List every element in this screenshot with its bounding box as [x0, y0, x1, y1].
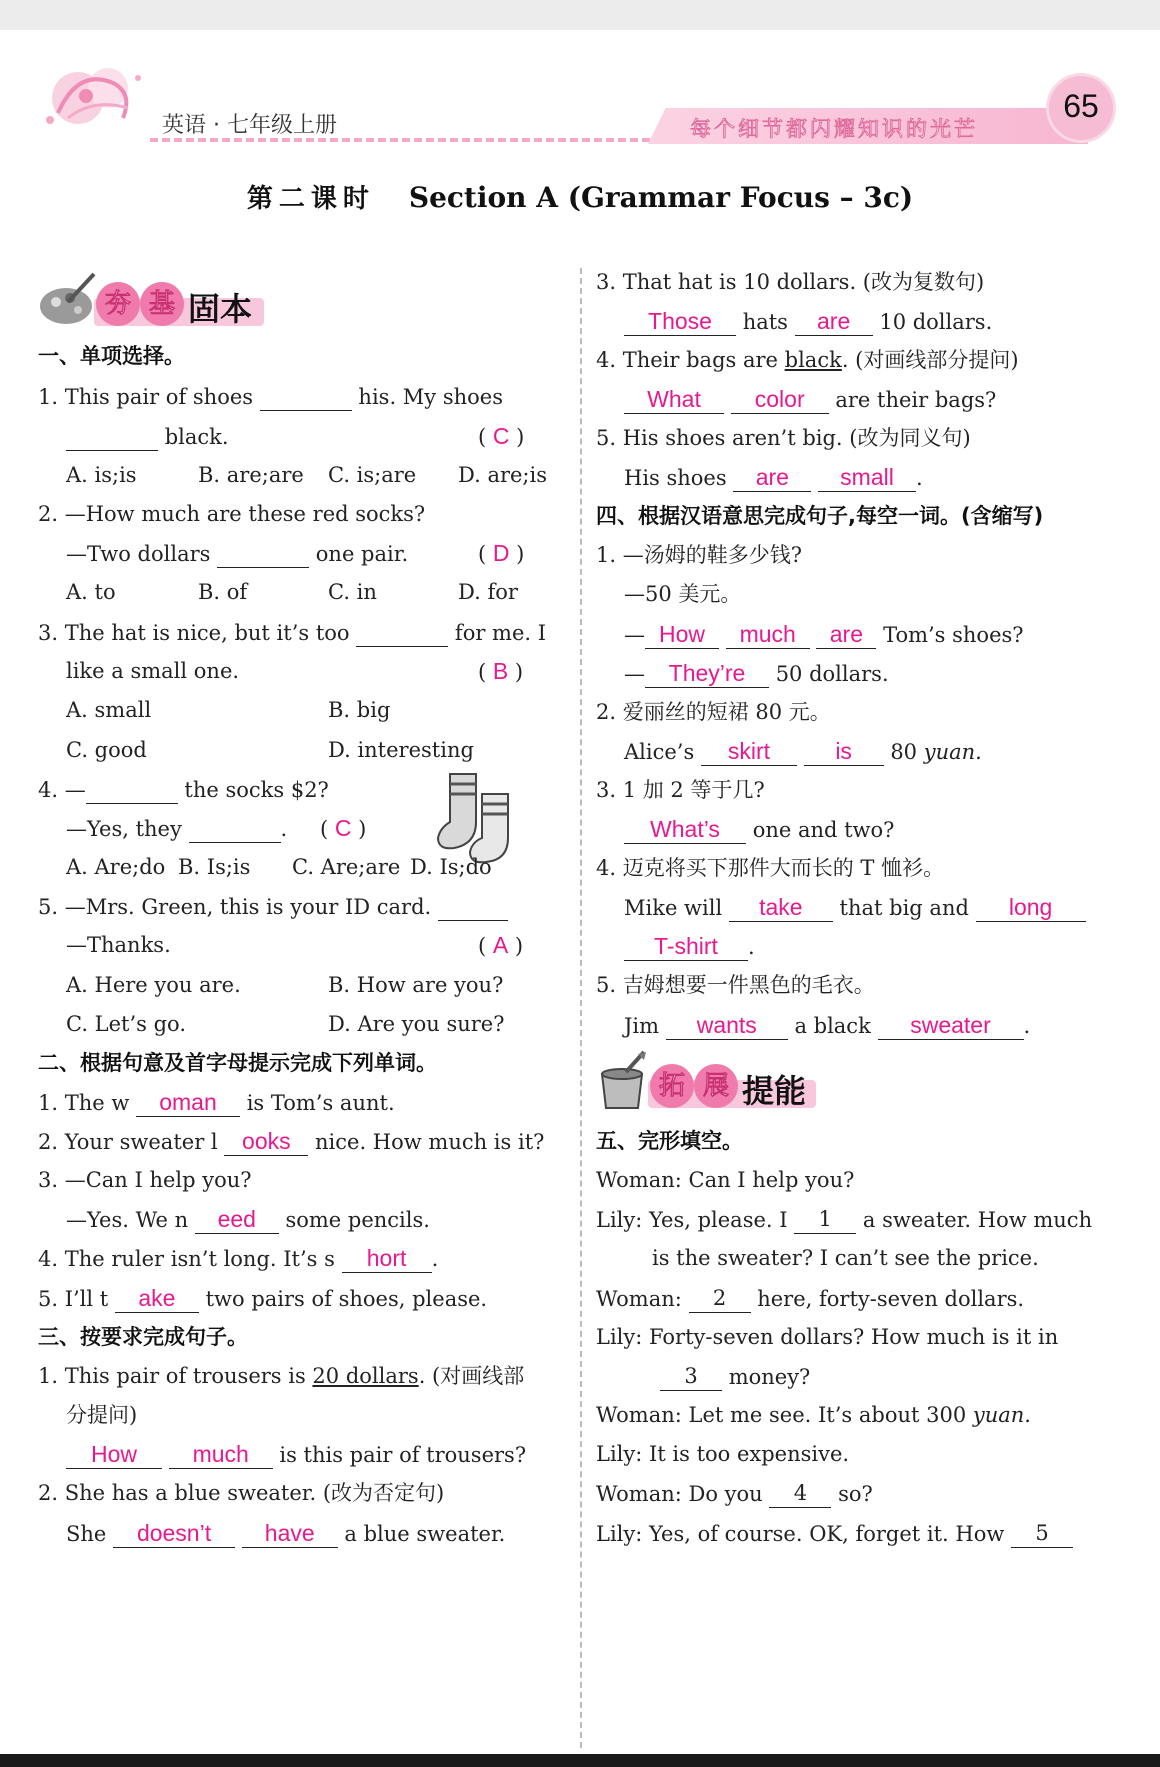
part3-s5-line1: 5. His shoes aren’t big. (改为同义句): [596, 426, 971, 450]
palette-icon: [38, 272, 98, 328]
page-number: 65: [1063, 88, 1099, 124]
part3-s3-answer2[interactable]: are: [795, 307, 873, 336]
part3-s1-line1: 1. This pair of trousers is 20 dollars. (对画线部: [38, 1364, 525, 1388]
page-header: [30, 50, 1110, 145]
q5-line1: 5. —Mrs. Green, this is your ID card.: [38, 892, 508, 921]
q5-option-c[interactable]: C. Let’s go.: [66, 1012, 187, 1036]
lesson-title-cn: 第二课时: [246, 184, 375, 214]
q3-option-b[interactable]: B. big: [328, 698, 391, 722]
dialogue-line-3: Woman: 2 here, forty-seven dollars.: [596, 1286, 1025, 1311]
part4-t3-answer[interactable]: What’s: [624, 815, 746, 844]
q3-line2: like a small one.: [66, 659, 240, 683]
q5-option-a[interactable]: A. Here you are.: [66, 973, 241, 997]
dialogue-line-1: Woman: Can I help you?: [596, 1168, 855, 1192]
part4-t1-cn2: —50 美元。: [624, 582, 742, 606]
part4-t3-line: What’s one and two?: [624, 815, 894, 844]
part4-t1-answer3[interactable]: are: [816, 620, 876, 649]
part4-t1-line2: — They’re 50 dollars.: [624, 660, 889, 686]
part2-line3a: 3. —Can I help you?: [38, 1168, 252, 1192]
q3-option-c[interactable]: C. good: [66, 738, 147, 762]
paint-bucket-icon: [596, 1050, 652, 1112]
q5-answer: ( A ): [478, 932, 524, 958]
part3-s4-answer1[interactable]: What: [624, 385, 724, 414]
viewer-bottom-bar: [0, 1754, 1160, 1767]
dialogue-line-6: Lily: It is too expensive.: [596, 1442, 850, 1466]
part4-t4-answer3[interactable]: T-shirt: [624, 932, 748, 961]
part3-s1-line3: How much is this pair of trousers?: [66, 1440, 526, 1469]
part3-s3-answer1[interactable]: Those: [624, 307, 736, 336]
part4-t1-answer1[interactable]: How: [645, 620, 719, 649]
dialogue-line-4: Lily: Forty-seven dollars? How much is it in: [596, 1325, 1059, 1349]
part3-s2-line1: 2. She has a blue sweater. (改为否定句): [38, 1481, 445, 1505]
part4-t5-answer1[interactable]: wants: [666, 1011, 788, 1040]
cloze-blank-3[interactable]: 3: [660, 1362, 722, 1391]
q3-blank[interactable]: [356, 618, 448, 647]
part3-s1-answer1[interactable]: How: [66, 1440, 162, 1469]
flower-ornament-icon: [38, 58, 158, 138]
part2-line3: —Yes. We n eed some pencils.: [66, 1206, 430, 1232]
part2-line2: 2. Your sweater l ooks nice. How much is it?: [38, 1128, 545, 1154]
q5-blank[interactable]: [438, 892, 508, 921]
part3-s3-line2: Those hats are 10 dollars.: [624, 307, 992, 336]
q4-answer: ( C ): [320, 815, 367, 841]
part4-t5-line: Jim wants a black sweater .: [624, 1012, 1031, 1038]
badge-char-1: 夯: [96, 282, 140, 326]
q1-line1: 1. This pair of shoes his. My shoes: [38, 382, 503, 411]
part4-t4-line1: Mike will take that big and long: [624, 893, 1086, 922]
part3-s2-line2: She doesn’t have a blue sweater.: [66, 1520, 506, 1546]
part3-s4-line2: What color are their bags?: [624, 385, 996, 414]
header-dashed-line: [150, 138, 650, 142]
part3-s4-answer2[interactable]: color: [731, 385, 829, 414]
part4-t2-answer1[interactable]: skirt: [701, 737, 797, 766]
part4-t1-line1: — How much are Tom’s shoes?: [624, 621, 1024, 647]
q2-answer: ( D ): [478, 540, 525, 566]
part4-t2-line: Alice’s skirt is 80 yuan.: [624, 738, 982, 764]
q4-option-c[interactable]: C. Are;are: [292, 855, 401, 879]
badge-title: 固本: [188, 290, 253, 328]
q2-option-a[interactable]: A. to: [66, 580, 116, 604]
book-subject: 英语 · 七年级上册: [162, 113, 337, 138]
q1-option-c[interactable]: C. is;are: [328, 463, 417, 487]
dialogue-line-7: Woman: Do you 4 so?: [596, 1481, 873, 1506]
slogan-text: 每个细节都闪耀知识的光芒: [690, 117, 978, 141]
part4-t1-cn: 1. —汤姆的鞋多少钱?: [596, 543, 802, 567]
part2-answer-3[interactable]: eed: [195, 1205, 279, 1234]
part4-heading: 四、根据汉语意思完成句子,每空一词。(含缩写): [596, 504, 1044, 528]
part3-s4-line1: 4. Their bags are black. (对画线部分提问): [596, 348, 1019, 372]
q4-blank1[interactable]: [86, 775, 178, 804]
socks-icon: [436, 770, 536, 866]
part3-s2-answer2[interactable]: have: [242, 1519, 338, 1548]
part2-line4: 4. The ruler isn’t long. It’s s hort .: [38, 1245, 439, 1271]
q4-option-d[interactable]: D. Is;do: [410, 855, 492, 879]
q5-line2: —Thanks.: [66, 933, 171, 957]
part3-heading: 三、按要求完成句子。: [38, 1325, 248, 1349]
badge-char-2: 基: [140, 282, 184, 326]
q3-line1: 3. The hat is nice, but it’s too for me. I: [38, 618, 546, 647]
q1-option-a[interactable]: A. is;is: [66, 463, 137, 487]
part3-s5-answer1[interactable]: are: [733, 463, 811, 492]
part3-s1-line2: 分提问): [66, 1403, 138, 1427]
part4-t4-cn: 4. 迈克将买下那件大而长的 T 恤衫。: [596, 856, 945, 880]
q2-line2: —Two dollars one pair.: [66, 539, 408, 568]
badge2-title: 提能: [742, 1072, 807, 1110]
badge2-char-1: 拓: [650, 1064, 694, 1108]
q2-blank[interactable]: [217, 539, 309, 568]
part3-s5-line2: His shoes are small .: [624, 464, 923, 490]
part4-t1-answer4[interactable]: They’re: [645, 659, 769, 688]
column-divider: [580, 268, 582, 1748]
part2-answer-1[interactable]: oman: [136, 1088, 240, 1117]
part2-heading: 二、根据句意及首字母提示完成下列单词。: [38, 1051, 437, 1075]
q5-option-d[interactable]: D. Are you sure?: [328, 1012, 505, 1036]
badge2-char-2: 展: [694, 1064, 738, 1108]
part4-t4-answer2[interactable]: long: [976, 893, 1086, 922]
q2-option-b[interactable]: B. of: [198, 580, 248, 604]
q1-option-b[interactable]: B. are;are: [198, 463, 304, 487]
part2-answer-5[interactable]: ake: [115, 1284, 199, 1313]
q5-option-b[interactable]: B. How are you?: [328, 973, 504, 997]
q1-blank1[interactable]: [260, 382, 352, 411]
part1-heading: 一、单项选择。: [38, 344, 185, 368]
part4-t5-cn: 5. 吉姆想要一件黑色的毛衣。: [596, 973, 875, 997]
q3-answer: ( B ): [478, 658, 524, 684]
workbook-page: [0, 30, 1160, 1754]
q3-option-d[interactable]: D. interesting: [328, 738, 474, 762]
cloze-blank-1[interactable]: 1: [794, 1205, 856, 1234]
dialogue-line-4b: 3 money?: [660, 1362, 810, 1391]
q2-option-d[interactable]: D. for: [458, 580, 518, 604]
part4-t3-cn: 3. 1 加 2 等于几?: [596, 778, 765, 802]
q4-option-b[interactable]: B. Is;is: [178, 855, 251, 879]
part3-s5-answer2[interactable]: small: [818, 463, 916, 492]
cloze-blank-2[interactable]: 2: [689, 1284, 751, 1313]
q1-answer: ( C ): [478, 423, 525, 449]
part4-t1-answer2[interactable]: much: [726, 620, 810, 649]
q2-option-c[interactable]: C. in: [328, 580, 377, 604]
section-badge-extend: [596, 1048, 826, 1114]
q1-blank2[interactable]: [66, 422, 158, 451]
part3-s2-answer1[interactable]: doesn’t: [113, 1519, 235, 1548]
part2-line5: 5. I’ll t ake two pairs of shoes, please.: [38, 1285, 488, 1311]
cloze-blank-5[interactable]: 5: [1011, 1519, 1073, 1548]
part4-t2-answer2[interactable]: is: [804, 737, 884, 766]
part4-t4-line2: T-shirt .: [624, 932, 755, 961]
part2-line1: 1. The w oman is Tom’s aunt.: [38, 1089, 395, 1115]
dialogue-line-2: Lily: Yes, please. I 1 a sweater. How much: [596, 1207, 1093, 1232]
cloze-blank-4[interactable]: 4: [769, 1479, 831, 1508]
part4-t5-answer2[interactable]: sweater: [878, 1011, 1024, 1040]
part2-answer-4[interactable]: hort: [342, 1244, 432, 1273]
section-badge-basic: [38, 268, 268, 330]
dialogue-line-8: Lily: Yes, of course. OK, forget it. How 5: [596, 1519, 1073, 1548]
q2-line1: 2. —How much are these red socks?: [38, 502, 426, 526]
part3-s1-answer2[interactable]: much: [169, 1440, 273, 1469]
viewer-top-bar: [0, 0, 1160, 30]
q3-option-a[interactable]: A. small: [66, 698, 152, 722]
lesson-title-en: Section A (Grammar Focus – 3c): [408, 181, 914, 214]
part4-t4-answer1[interactable]: take: [729, 893, 833, 922]
q4-line1: 4. — the socks $2?: [38, 775, 329, 804]
q4-blank2[interactable]: [189, 814, 281, 843]
dialogue-line-2b: is the sweater? I can’t see the price.: [652, 1246, 1039, 1270]
lesson-title: [0, 178, 1160, 215]
part5-heading: 五、完形填空。: [596, 1129, 743, 1153]
dialogue-line-5: Woman: Let me see. It’s about 300 yuan.: [596, 1403, 1031, 1427]
q4-line2: —Yes, they .: [66, 814, 287, 843]
part2-answer-2[interactable]: ooks: [224, 1127, 308, 1156]
q1-option-d[interactable]: D. are;is: [458, 463, 547, 487]
part4-t2-cn: 2. 爱丽丝的短裙 80 元。: [596, 700, 831, 724]
q1-line2: black.: [66, 422, 229, 451]
q4-option-a[interactable]: A. Are;do: [66, 855, 166, 879]
part3-s3-line1: 3. That hat is 10 dollars. (改为复数句): [596, 270, 985, 294]
